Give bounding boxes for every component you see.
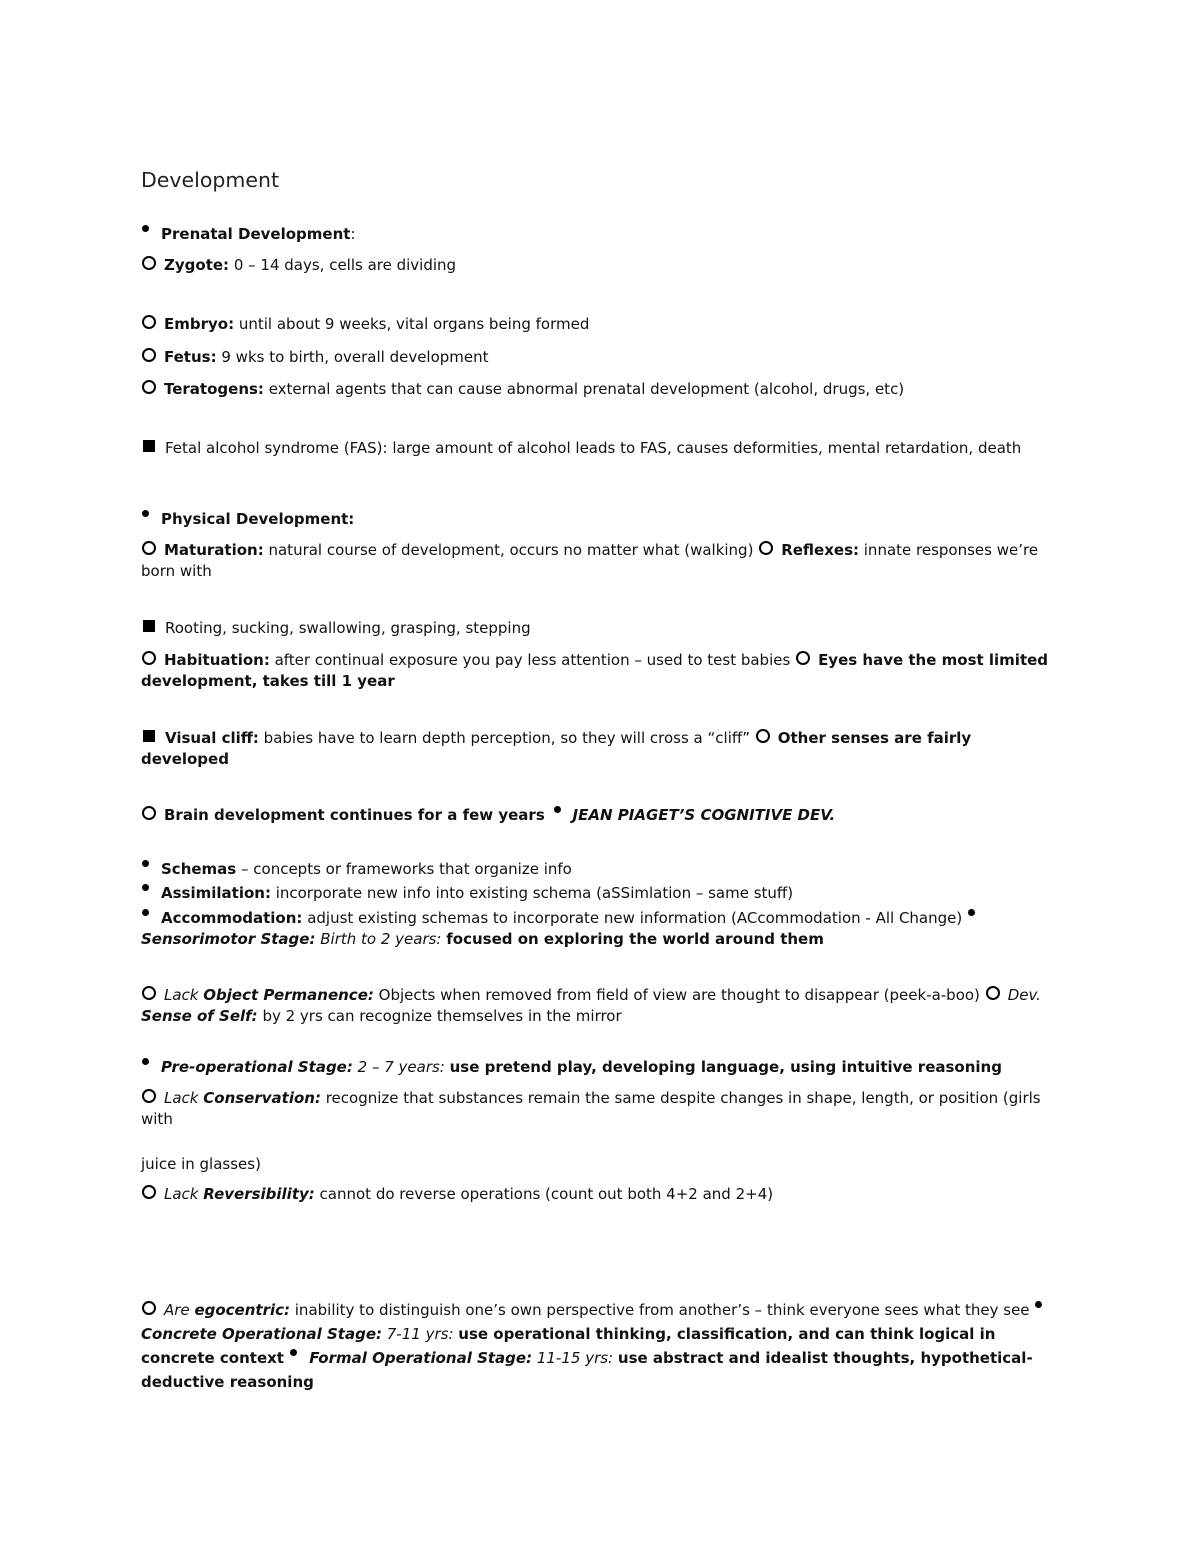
bullet-icon bbox=[142, 225, 149, 232]
bullet-preoperational: Pre-operational Stage: 2 – 7 years: use pretend play, developing language, using intuitive reasoning bbox=[141, 1057, 1056, 1078]
sub-conservation-continued: juice in glasses) bbox=[141, 1155, 261, 1173]
sub-reversibility: Lack Reversibility: cannot do reverse operations (count out both 4+2 and 2+4) bbox=[141, 1184, 1056, 1205]
bullet-prenatal: Prenatal Development: bbox=[141, 224, 1056, 245]
sub-conservation: Lack Conservation: recognize that substances remain the same despite changes in shape, length, or position (girls with bbox=[141, 1089, 1041, 1128]
circle-bullet-icon bbox=[986, 986, 1000, 1000]
sub-embryo: Embryo: until about 9 weeks, vital organs being formed bbox=[141, 314, 1056, 335]
circle-bullet-icon bbox=[142, 986, 156, 1000]
sub-object-permanence: Lack Object Permanence: Objects when removed from field of view are thought to disappear (peek-a-boo) Dev. Sense of Self: by 2 yrs can recognize themselves in the mirror bbox=[141, 986, 1041, 1025]
bullet-assimilation: Assimilation: incorporate new info into existing schema (aSSimlation – same stuff) bbox=[141, 883, 1056, 904]
circle-bullet-icon bbox=[796, 651, 810, 665]
circle-bullet-icon bbox=[142, 315, 156, 329]
circle-bullet-icon bbox=[759, 541, 773, 555]
bullet-icon bbox=[290, 1349, 297, 1356]
square-bullet-icon bbox=[143, 620, 155, 632]
sub-habituation: Habituation: after continual exposure you pay less attention – used to test babies Eyes have the most limited development, takes till 1 year bbox=[141, 651, 1049, 690]
circle-bullet-icon bbox=[142, 806, 156, 820]
square-bullet-icon bbox=[143, 730, 155, 742]
bullet-icon bbox=[142, 884, 149, 891]
bullet-icon bbox=[142, 510, 149, 517]
square-bullet-icon bbox=[143, 440, 155, 452]
sub-maturation: Maturation: natural course of development, occurs no matter what (walking) Reflexes: innate responses we’re born with bbox=[141, 541, 1039, 580]
circle-bullet-icon bbox=[142, 348, 156, 362]
bullet-schemas: Schemas – concepts or frameworks that organize info bbox=[141, 859, 1056, 880]
circle-bullet-icon bbox=[142, 651, 156, 665]
sub-zygote: Zygote: 0 – 14 days, cells are dividing bbox=[141, 255, 1056, 276]
bullet-icon bbox=[968, 909, 975, 916]
bullet-icon bbox=[142, 909, 149, 916]
sub-fetus: Fetus: 9 wks to birth, overall development bbox=[141, 347, 1056, 368]
bullet-icon bbox=[142, 860, 149, 867]
circle-bullet-icon bbox=[142, 1301, 156, 1315]
bullet-accommodation: Accommodation: adjust existing schemas to incorporate new information (ACcommodation - All Change) Sensorimotor Stage: Birth to 2 years: focused on exploring the world around them bbox=[141, 908, 1056, 950]
subsub-fas: Fetal alcohol syndrome (FAS): large amount of alcohol leads to FAS, causes deformities, mental retardation, death bbox=[141, 438, 1056, 459]
document-title: Development bbox=[141, 168, 280, 192]
bullet-icon bbox=[142, 1058, 149, 1065]
circle-bullet-icon bbox=[142, 1089, 156, 1103]
sub-brain-development: Brain development continues for a few years JEAN PIAGET’S COGNITIVE DEV. bbox=[141, 805, 1056, 826]
bullet-icon bbox=[554, 806, 561, 813]
circle-bullet-icon bbox=[142, 380, 156, 394]
subsub-visual-cliff: Visual cliff: babies have to learn depth perception, so they will cross a “cliff” Other senses are fairly developed bbox=[141, 729, 972, 768]
sub-teratogens: Teratogens: external agents that can cause abnormal prenatal development (alcohol, drugs, etc) bbox=[141, 379, 1056, 400]
circle-bullet-icon bbox=[756, 729, 770, 743]
bullet-physical: Physical Development: bbox=[141, 509, 1056, 530]
circle-bullet-icon bbox=[142, 541, 156, 555]
sub-egocentric: Are egocentric: inability to distinguish one’s own perspective from another’s – think everyone sees what they see Concrete Operational Stage: 7-11 yrs: use operational thinking, classification, and can think logical in concrete context Formal Operational Stage: 11-15 yrs: use abstract and idealist thoughts, hypothetical-deductive reasoning bbox=[141, 1298, 1056, 1394]
bullet-icon bbox=[1035, 1301, 1042, 1308]
circle-bullet-icon bbox=[142, 1185, 156, 1199]
circle-bullet-icon bbox=[142, 256, 156, 270]
subsub-reflex-list: Rooting, sucking, swallowing, grasping, stepping bbox=[141, 618, 1056, 639]
